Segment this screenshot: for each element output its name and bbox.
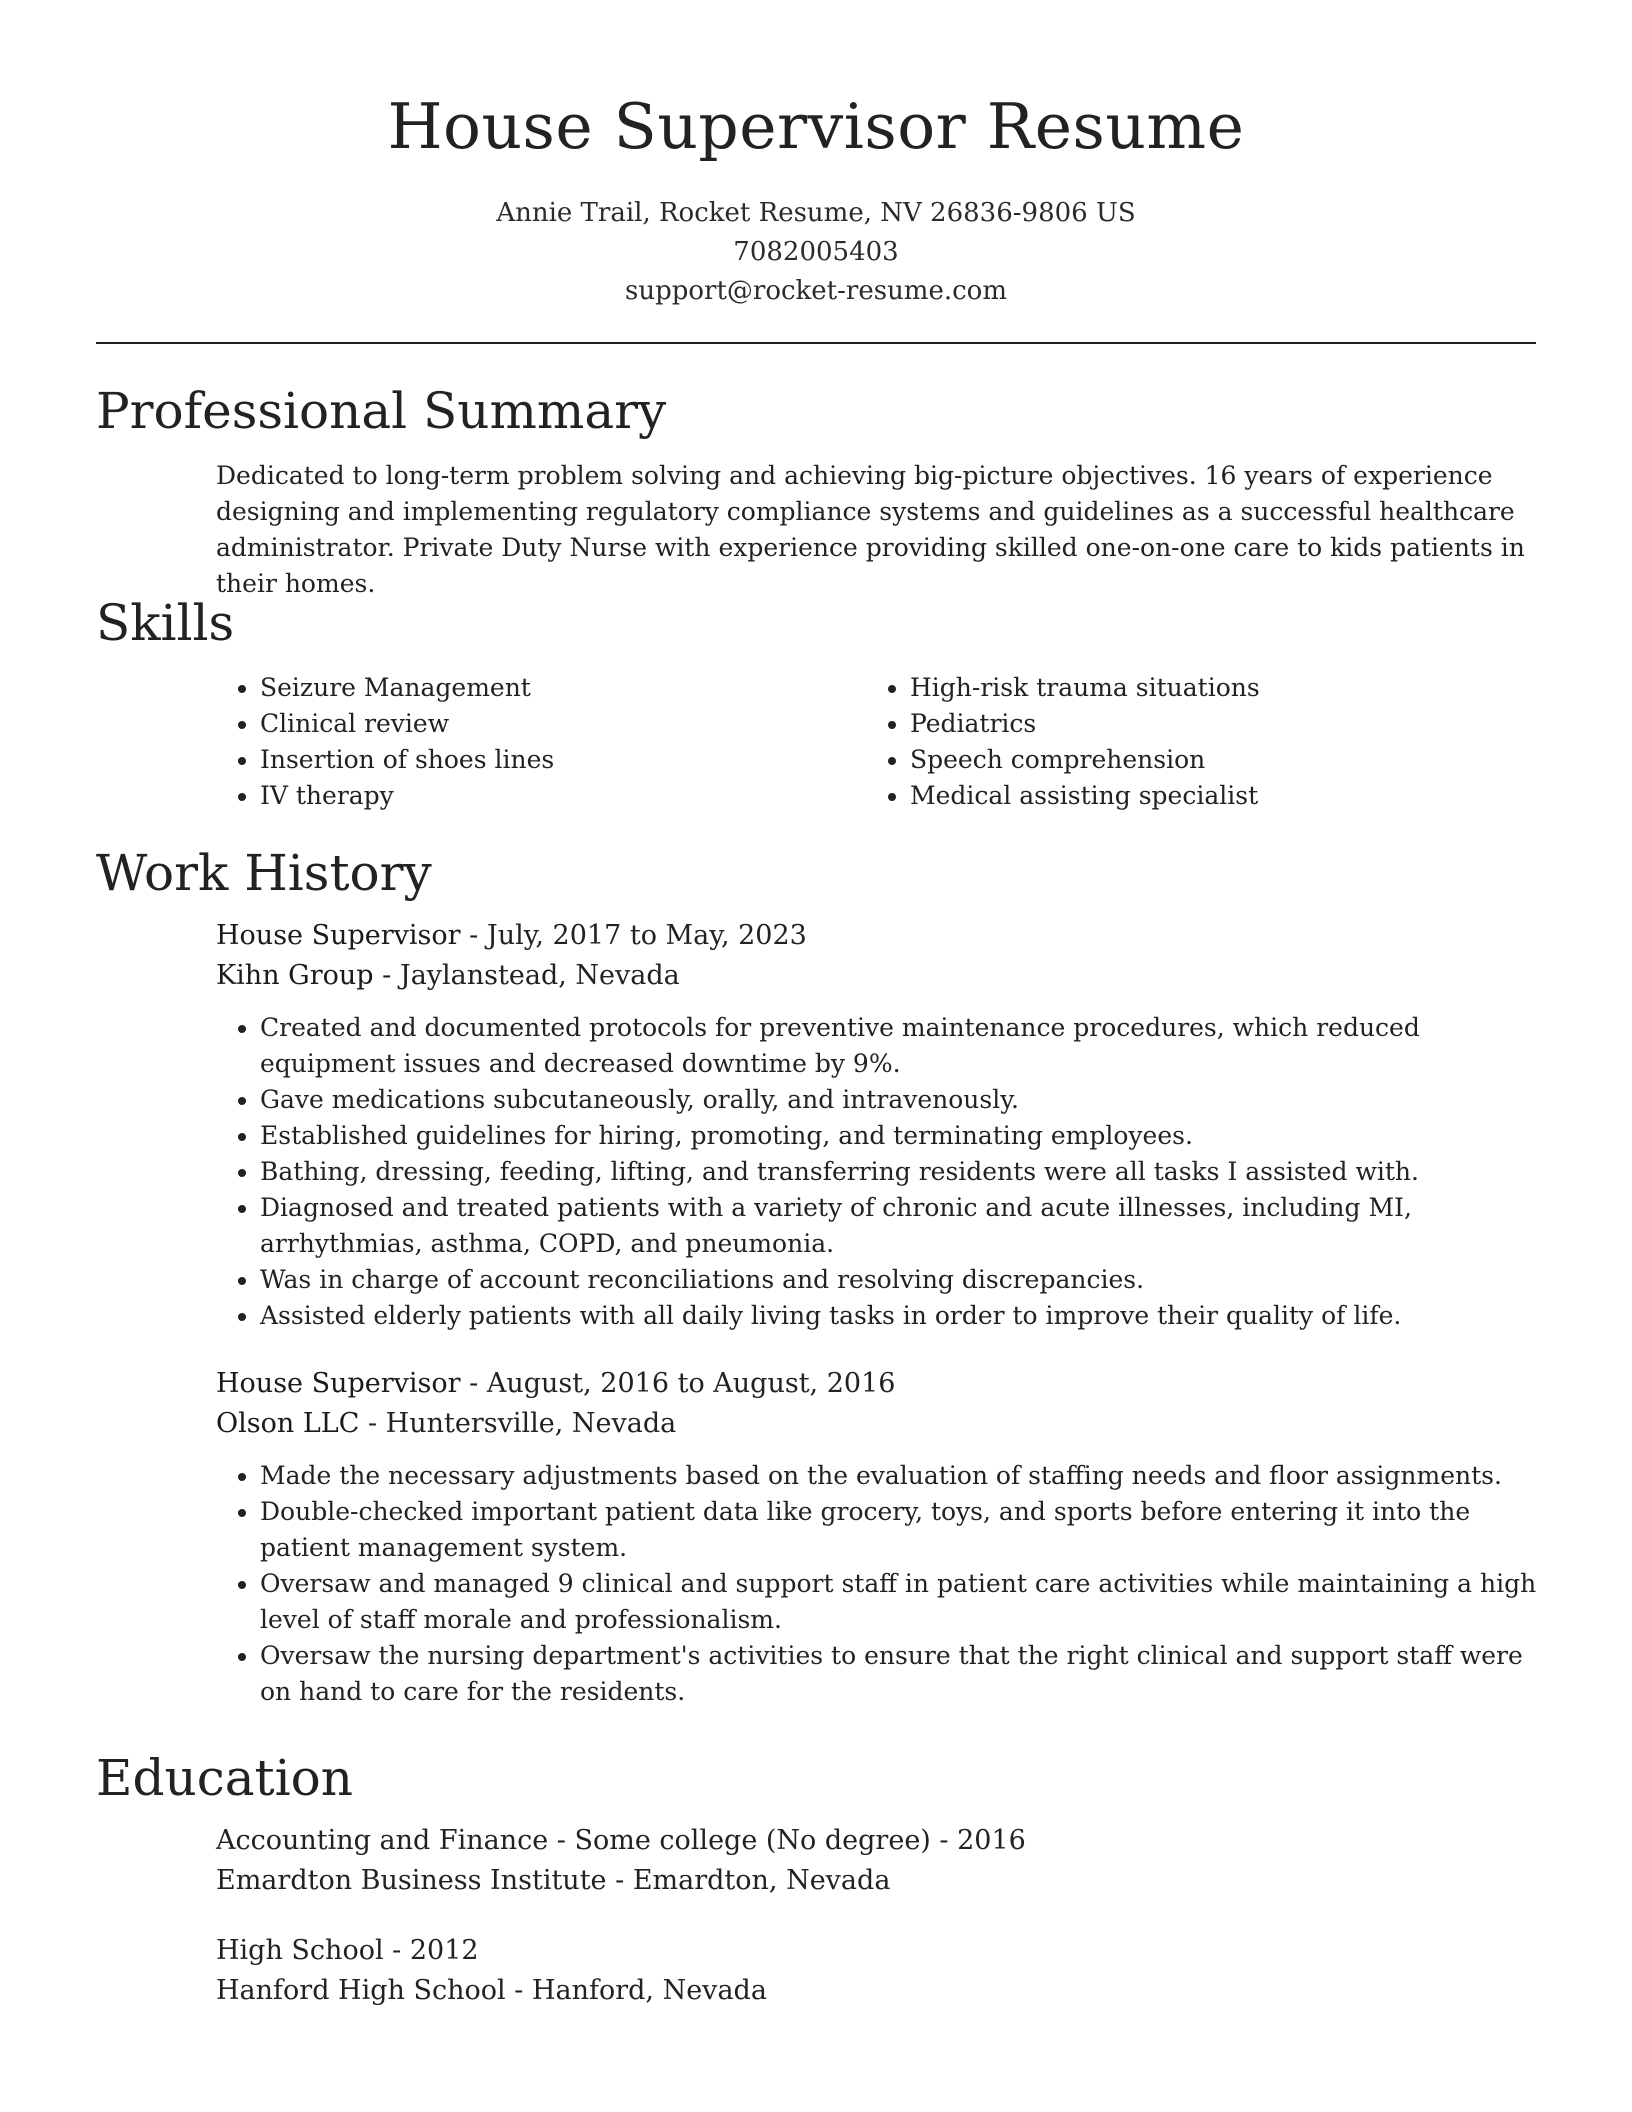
job-title-line <box>216 1364 1536 1404</box>
skills-list-left <box>216 670 866 814</box>
skills-heading: Skills <box>96 594 235 652</box>
education-degree-line <box>216 1821 1536 1861</box>
skill-item: • IV therapy <box>260 778 866 814</box>
skill-item: • Medical assisting specialist <box>910 778 1516 814</box>
contact-info <box>0 194 1632 311</box>
job-location: - Huntersville, Nevada <box>359 1408 677 1439</box>
skill-item: • Clinical review <box>260 706 866 742</box>
skill-item: • Pediatrics <box>910 706 1516 742</box>
education-section <box>96 1745 1536 2011</box>
job-bullet: • Was in charge of account reconciliations and resolving discrepancies. <box>260 1262 1550 1298</box>
education-location: - Emardton, Nevada <box>606 1865 891 1896</box>
education-entry <box>216 1931 1536 2011</box>
skill-item: • High-risk trauma situations <box>910 670 1516 706</box>
education-location: - Hanford, Nevada <box>505 1975 767 2006</box>
job-company-line <box>216 1404 1536 1444</box>
skills-section <box>96 590 1536 814</box>
education-detail: - 2012 <box>383 1935 479 1966</box>
job-bullet: • Gave medications subcutaneously, orally, and intravenously. <box>260 1082 1550 1118</box>
job-company: Olson LLC <box>216 1408 360 1439</box>
education-degree-line <box>216 1931 1536 1971</box>
job-bullet: • Diagnosed and treated patients with a variety of chronic and acute illnesses, including MI, arrhythmias, asthma, COPD, and pneumonia. <box>260 1190 1550 1262</box>
skill-item: • Seizure Management <box>260 670 866 706</box>
job-bullet: • Double-checked important patient data like grocery, toys, and sports before entering it into the patient management system. <box>260 1494 1550 1566</box>
education-school: Hanford High School <box>216 1975 506 2006</box>
work-history-section <box>96 840 1536 1710</box>
job-bullet: • Established guidelines for hiring, promoting, and terminating employees. <box>260 1118 1550 1154</box>
summary-text: Dedicated to long-term problem solving and achieving big-picture objectives. 16 years of experience designing and implementing regulatory compliance systems and guidelines as a successful healthcare administrator. Private Duty Nurse with experience providing skilled one-on-one care to kids patients in their homes. <box>216 461 1525 598</box>
job-bullet: • Made the necessary adjustments based on the evaluation of staffing needs and floor assignments. <box>260 1458 1550 1494</box>
skill-item: • Insertion of shoes lines <box>260 742 866 778</box>
job-title-line <box>216 916 1536 956</box>
summary-section <box>96 378 1536 602</box>
skills-list-right <box>866 670 1516 814</box>
job-role: House Supervisor <box>216 1368 461 1399</box>
job-bullets <box>216 1458 1550 1710</box>
skill-item: • Speech comprehension <box>910 742 1516 778</box>
job-entry <box>216 916 1536 1334</box>
education-field: High School <box>216 1935 384 1966</box>
job-bullet: • Bathing, dressing, feeding, lifting, and transferring residents were all tasks I assisted with. <box>260 1154 1550 1190</box>
skills-grid <box>216 670 1536 814</box>
education-school-line <box>216 1971 1536 2011</box>
resume-title: House Supervisor Resume <box>387 90 1245 163</box>
work-history-heading: Work History <box>96 844 432 902</box>
summary-heading: Professional Summary <box>96 382 667 440</box>
job-company-line <box>216 956 1536 996</box>
education-detail: - Some college (No degree) - 2016 <box>548 1825 1026 1856</box>
job-bullet: • Oversaw the nursing department's activities to ensure that the right clinical and support staff were on hand to care for the residents. <box>260 1638 1550 1710</box>
contact-phone: 7082005403 <box>733 237 899 267</box>
education-heading: Education <box>96 1749 353 1807</box>
contact-email: support@rocket-resume.com <box>624 276 1007 306</box>
job-bullets <box>216 1010 1550 1334</box>
job-bullet: • Oversaw and managed 9 clinical and support staff in patient care activities while maintaining a high level of staff morale and professionalism. <box>260 1566 1550 1638</box>
job-dates: - August, 2016 to August, 2016 <box>460 1368 896 1399</box>
education-entry <box>216 1821 1536 1901</box>
job-role: House Supervisor <box>216 920 461 951</box>
education-school-line <box>216 1861 1536 1901</box>
contact-address: Annie Trail, Rocket Resume, NV 26836-9806 US <box>496 198 1136 228</box>
job-location: - Jaylanstead, Nevada <box>373 960 680 991</box>
job-bullet: • Created and documented protocols for preventive maintenance procedures, which reduced equipment issues and decreased downtime by 9%. <box>260 1010 1550 1082</box>
job-bullet: • Assisted elderly patients with all daily living tasks in order to improve their quality of life. <box>260 1298 1550 1334</box>
job-company: Kihn Group <box>216 960 374 991</box>
education-field: Accounting and Finance <box>216 1825 549 1856</box>
job-entry <box>216 1364 1536 1710</box>
resume-header <box>0 0 1632 311</box>
education-school: Emardton Business Institute <box>216 1865 607 1896</box>
job-dates: - July, 2017 to May, 2023 <box>460 920 807 951</box>
header-divider <box>96 342 1536 344</box>
